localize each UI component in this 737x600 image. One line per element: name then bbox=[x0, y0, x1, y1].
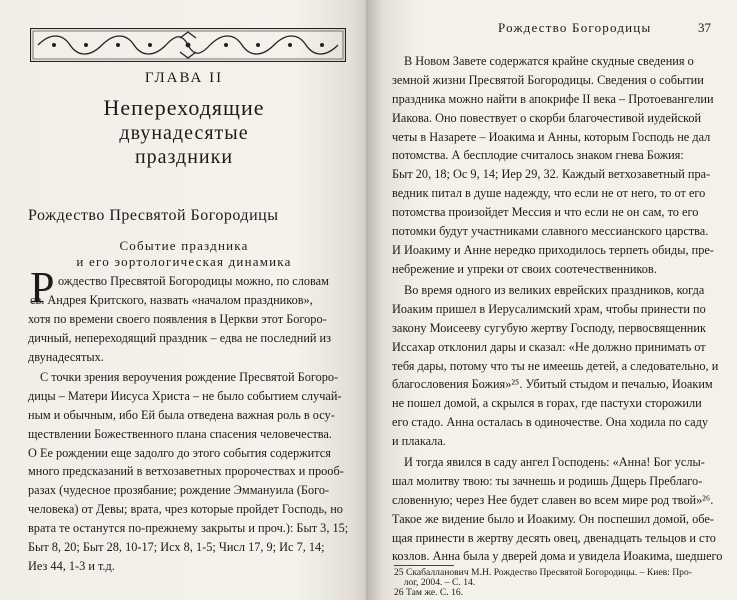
text-line: В Новом Завете содержатся крайне скудные сведения о bbox=[404, 54, 694, 68]
running-head: Рождество Богородицы bbox=[498, 20, 652, 35]
text-line: потомства. А бесплодие считалось знаком гнева Божия: bbox=[392, 148, 684, 163]
paragraph-3 bbox=[392, 453, 722, 566]
text-line: много предсказаний в ветхозаветных пророчествах и прооб- bbox=[28, 464, 344, 479]
page-number: 37 bbox=[698, 20, 711, 35]
chapter-title-line-1: Непереходящие bbox=[103, 95, 265, 120]
text-line: Иссахар отклонил дары и сказал: «Не должно принимать от bbox=[392, 339, 706, 354]
text-line: разах (чудесное прозябание; рождение Эммануила (Бого- bbox=[28, 483, 330, 498]
text-line: потомки будут участниками славного мессианского царства. bbox=[392, 224, 709, 239]
text-line: ождество Пресвятой Богородицы можно, по словам bbox=[58, 274, 329, 288]
text-line: дичный, непереходящий праздник – едва не последний из bbox=[28, 330, 331, 345]
text-line: благословения Божия»²⁵. Убитый стыдом и печалью, Иоаким bbox=[392, 377, 713, 392]
footnote-25: 25 Скабалланович М.Н. Рождество Пресвятой Богородицы. – Киев: Про- bbox=[394, 567, 692, 578]
drop-cap: Р bbox=[30, 263, 55, 312]
text-line: закону Моисееву сугубую жертву Господу, первосвященник bbox=[392, 320, 706, 335]
text-line: св. Андрея Критского, назвать «началом праздников», bbox=[30, 292, 313, 307]
subsection-title-line-1: Событие праздника bbox=[119, 238, 249, 253]
text-line: ным и обычным, ибо Ей была отведена важная роль в осу- bbox=[28, 407, 335, 422]
paragraph-1 bbox=[392, 52, 714, 279]
footnote-26: 26 Там же. С. 16. bbox=[394, 587, 464, 598]
text-line: ществлении Божественного плана спасения человечества. bbox=[28, 426, 332, 441]
text-line: Во время одного из великих еврейских праздников, когда bbox=[404, 283, 705, 297]
text-line: С точки зрения вероучения рождение Пресвятой Богоро- bbox=[40, 370, 339, 384]
footnotes bbox=[394, 568, 692, 598]
text-line: земной жизни Пресвятой Богородицы. Сведения о событии bbox=[392, 72, 704, 87]
text-line: И тогда явился в саду ангел Господень: «Анна! Бог услы- bbox=[404, 455, 705, 469]
section-title: Рождество Пресвятой Богородицы bbox=[28, 207, 279, 224]
text-line: Такое же видение было и Иоакиму. Он поспешил домой, обе- bbox=[392, 511, 714, 526]
text-line: человека) от Девы; врата, чрез которые пройдет Господь, но bbox=[28, 502, 343, 517]
text-line: козлов. Анна была у дверей дома и увидела Иоакима, шедшего bbox=[392, 549, 723, 564]
text-line: двунадесятых. bbox=[28, 349, 104, 364]
chapter-title-line-2: двунадесятые bbox=[119, 122, 249, 144]
footnote-25-continued: лог, 2004. – С. 14. bbox=[394, 577, 476, 588]
text-line: праздника можно найти в апокрифе II века – Протоевангелии bbox=[392, 91, 714, 106]
subsection-title-line-2: и его эортологическая динамика bbox=[76, 254, 292, 269]
text-line: шал молитву твою: ты зачнешь и родишь Дщерь Преблаго- bbox=[392, 473, 703, 488]
text-line: ведник питал в душе надежду, что если не от него, то от его bbox=[392, 186, 706, 201]
text-line: не пошел домой, а скрылся в горах, где пастухи сторожили bbox=[392, 396, 702, 411]
paragraph-1 bbox=[28, 272, 331, 366]
text-line: дицы – Матери Иисуса Христа – не было событием случай- bbox=[28, 388, 342, 403]
text-line: тебя дары, потому что ты не имеешь детей, а следовательно, и bbox=[392, 358, 719, 373]
text-line: и плакала. bbox=[392, 434, 446, 449]
text-line: врата те останутся по-прежнему закрыты и проч.): Быт 3, 15; bbox=[28, 521, 349, 536]
text-line: И Иоакиму и Анне нередко приходилось терпеть обиды, пре- bbox=[392, 242, 714, 257]
text-line: щая принести в жертву десять овец, двенадцать тельцов и сто bbox=[392, 530, 716, 545]
text-line: потомства произойдет Мессия и что если не он сам, то его bbox=[392, 205, 699, 220]
text-line: четы в Назарете – Иоакима и Анны, которым Господь не дал bbox=[392, 129, 711, 144]
right-page bbox=[368, 0, 737, 600]
text-line: Иакова. Оно повествует о скорби благочестивой иудейской bbox=[392, 110, 702, 125]
text-line: О Ее рождении еще задолго до этого события содержится bbox=[28, 445, 331, 460]
text-line: небрежение и упреки от своих соотечественников. bbox=[392, 261, 657, 276]
text-line: словенную; через Нее будет славен во всем мире род твой»²⁶. bbox=[392, 492, 714, 507]
text-line: Быт 8, 20; Быт 28, 10-17; Исх 8, 1-5; Числ 17, 9; Ис 7, 14; bbox=[28, 540, 325, 555]
left-page bbox=[0, 0, 368, 600]
chapter-label: ГЛАВА II bbox=[144, 70, 224, 86]
chapter-title-line-3: праздники bbox=[134, 146, 234, 168]
text-line: Иез 44, 1-3 и т.д. bbox=[28, 558, 115, 573]
ornamental-header-band bbox=[30, 28, 346, 62]
text-line: Иоаким пришел в Иерусалимский храм, чтобы принести по bbox=[392, 301, 706, 316]
paragraph-2 bbox=[28, 368, 348, 576]
text-line: его стадо. Анна осталась в одиночестве. Она ходила по саду bbox=[392, 415, 709, 430]
text-line: Быт 20, 18; Ос 9, 14; Иер 29, 32. Каждый ветхозаветный пра- bbox=[392, 167, 711, 182]
text-line: хотя по времени своего появления в Церкви этот Богоро- bbox=[28, 311, 327, 326]
footnote-divider bbox=[394, 565, 454, 566]
paragraph-2 bbox=[392, 281, 718, 451]
